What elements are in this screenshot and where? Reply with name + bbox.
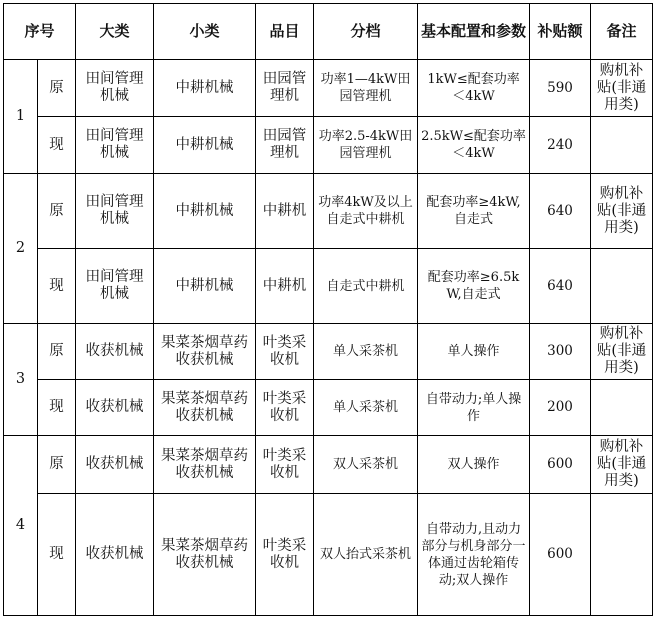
state-cell: 原 [38,324,76,380]
note-cell [591,117,653,174]
tier-cell: 双人采茶机 [314,436,418,494]
note-cell [591,494,653,616]
header-amount: 补贴额 [530,4,591,60]
major-category-cell: 收获机械 [76,380,154,436]
minor-category-cell: 果菜茶烟草药收获机械 [154,380,256,436]
minor-category-cell: 中耕机械 [154,60,256,117]
params-cell: 2.5kW≤配套功率＜4kW [418,117,530,174]
note-cell: 购机补贴(非通用类) [591,60,653,117]
state-cell: 现 [38,380,76,436]
item-cell: 中耕机 [256,249,314,324]
minor-category-cell: 中耕机械 [154,117,256,174]
params-cell: 配套功率≥4kW,自走式 [418,174,530,249]
params-cell: 配套功率≥6.5kW,自走式 [418,249,530,324]
minor-category-cell: 果菜茶烟草药收获机械 [154,494,256,616]
major-category-cell: 田间管理机械 [76,174,154,249]
params-cell: 自带动力,且动力部分与机身部分一体通过齿轮箱传动;双人操作 [418,494,530,616]
minor-category-cell: 果菜茶烟草药收获机械 [154,436,256,494]
header-row [4,4,653,60]
params-cell: 双人操作 [418,436,530,494]
minor-category-cell: 果菜茶烟草药收获机械 [154,324,256,380]
table-row [4,117,653,174]
note-cell: 购机补贴(非通用类) [591,324,653,380]
amount-cell: 590 [530,60,591,117]
major-category-cell: 田间管理机械 [76,117,154,174]
header-params: 基本配置和参数 [418,4,530,60]
table-row [4,494,653,616]
major-category-cell: 收获机械 [76,494,154,616]
item-cell: 田园管理机 [256,60,314,117]
amount-cell: 640 [530,174,591,249]
subsidy-table [3,3,653,616]
params-cell: 单人操作 [418,324,530,380]
minor-category-cell: 中耕机械 [154,249,256,324]
tier-cell: 功率1—4kW田园管理机 [314,60,418,117]
amount-cell: 600 [530,494,591,616]
note-cell [591,249,653,324]
params-cell: 1kW≤配套功率＜4kW [418,60,530,117]
table-row [4,324,653,380]
item-cell: 叶类采收机 [256,380,314,436]
header-note: 备注 [591,4,653,60]
item-cell: 叶类采收机 [256,324,314,380]
note-cell: 购机补贴(非通用类) [591,436,653,494]
item-cell: 田园管理机 [256,117,314,174]
item-cell: 叶类采收机 [256,494,314,616]
header-tier: 分档 [314,4,418,60]
amount-cell: 640 [530,249,591,324]
tier-cell: 自走式中耕机 [314,249,418,324]
amount-cell: 200 [530,380,591,436]
state-cell: 原 [38,60,76,117]
item-cell: 中耕机 [256,174,314,249]
item-cell: 叶类采收机 [256,436,314,494]
tier-cell: 双人抬式采茶机 [314,494,418,616]
major-category-cell: 田间管理机械 [76,60,154,117]
tier-cell: 单人采茶机 [314,324,418,380]
state-cell: 现 [38,494,76,616]
seq-cell: 1 [4,60,38,174]
table-row [4,249,653,324]
tier-cell: 功率4kW及以上自走式中耕机 [314,174,418,249]
seq-cell: 2 [4,174,38,324]
header-major-category: 大类 [76,4,154,60]
state-cell: 现 [38,117,76,174]
major-category-cell: 收获机械 [76,324,154,380]
tier-cell: 功率2.5-4kW田园管理机 [314,117,418,174]
note-cell [591,380,653,436]
major-category-cell: 收获机械 [76,436,154,494]
table-row [4,380,653,436]
table-row [4,60,653,117]
header-item: 品目 [256,4,314,60]
table-row [4,174,653,249]
params-cell: 自带动力;单人操作 [418,380,530,436]
note-cell: 购机补贴(非通用类) [591,174,653,249]
amount-cell: 240 [530,117,591,174]
amount-cell: 600 [530,436,591,494]
state-cell: 现 [38,249,76,324]
seq-cell: 4 [4,436,38,616]
major-category-cell: 田间管理机械 [76,249,154,324]
header-seq: 序号 [4,4,76,60]
minor-category-cell: 中耕机械 [154,174,256,249]
state-cell: 原 [38,174,76,249]
amount-cell: 300 [530,324,591,380]
state-cell: 原 [38,436,76,494]
tier-cell: 单人采茶机 [314,380,418,436]
header-minor-category: 小类 [154,4,256,60]
seq-cell: 3 [4,324,38,436]
table-row [4,436,653,494]
